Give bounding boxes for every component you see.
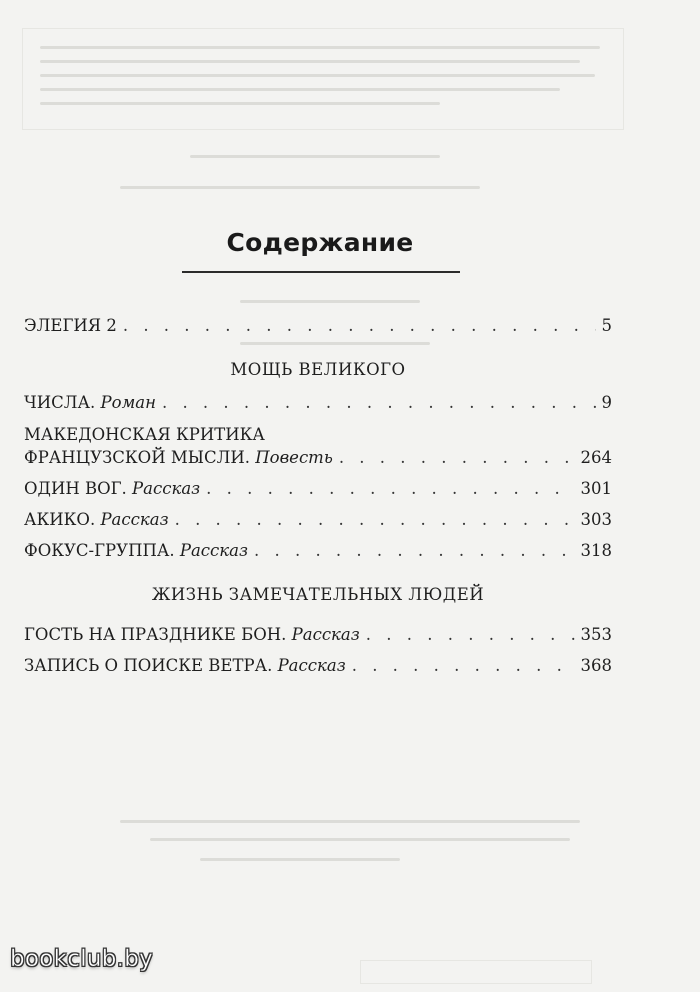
page-number: 301 xyxy=(580,479,612,498)
toc-entry[interactable] xyxy=(24,316,612,336)
toc-entry[interactable] xyxy=(24,656,612,676)
toc-entry[interactable] xyxy=(24,625,612,645)
page-number: 368 xyxy=(580,656,612,675)
entry-title: ГОСТЬ НА ПРАЗДНИКЕ БОН. Рассказ xyxy=(24,625,360,644)
dot-leader xyxy=(123,316,596,336)
dot-leader xyxy=(175,510,575,530)
dot-leader xyxy=(352,656,575,676)
page-number: 5 xyxy=(601,316,612,335)
title-divider xyxy=(182,271,460,273)
entry-title: ЭЛЕГИЯ 2 xyxy=(24,316,117,335)
entry-genre: Рассказ xyxy=(132,479,201,498)
page-number: 318 xyxy=(580,541,612,560)
entry-title: ФОКУС-ГРУППА. Рассказ xyxy=(24,541,248,560)
entry-genre: Повесть xyxy=(255,448,333,467)
dot-leader xyxy=(339,448,575,468)
dot-leader xyxy=(162,393,596,413)
page-number: 303 xyxy=(580,510,612,529)
site-watermark: bookclub.by xyxy=(10,946,154,972)
page-number: 9 xyxy=(601,393,612,412)
section-heading: МОЩЬ ВЕЛИКОГО xyxy=(230,360,406,379)
dot-leader xyxy=(206,479,574,499)
page-title: Содержание xyxy=(226,228,414,257)
toc-entry[interactable] xyxy=(24,393,612,413)
entry-genre: Рассказ xyxy=(277,656,346,675)
toc-entry[interactable] xyxy=(24,479,612,499)
entry-genre: Рассказ xyxy=(291,625,360,644)
entry-genre: Роман xyxy=(100,393,156,412)
page-number: 264 xyxy=(580,448,612,467)
entry-title: АКИКО. Рассказ xyxy=(24,510,169,529)
toc-entry[interactable] xyxy=(24,510,612,530)
toc-entry[interactable] xyxy=(24,541,612,561)
entry-title: ОДИН ВОГ. Рассказ xyxy=(24,479,201,498)
page-number: 353 xyxy=(580,625,612,644)
entry-title-line: МАКЕДОНСКАЯ КРИТИКА xyxy=(24,425,265,444)
section-heading: ЖИЗНЬ ЗАМЕЧАТЕЛЬНЫХ ЛЮДЕЙ xyxy=(151,585,485,604)
entry-genre: Рассказ xyxy=(179,541,248,560)
entry-title: ЗАПИСЬ О ПОИСКЕ ВЕТРА. Рассказ xyxy=(24,656,346,675)
entry-genre: Рассказ xyxy=(100,510,169,529)
entry-title: ЧИСЛА. Роман xyxy=(24,393,156,412)
dot-leader xyxy=(366,625,575,645)
toc-entry[interactable] xyxy=(24,448,612,468)
dot-leader xyxy=(254,541,575,561)
entry-title: ФРАНЦУЗСКОЙ МЫСЛИ. Повесть xyxy=(24,448,333,467)
